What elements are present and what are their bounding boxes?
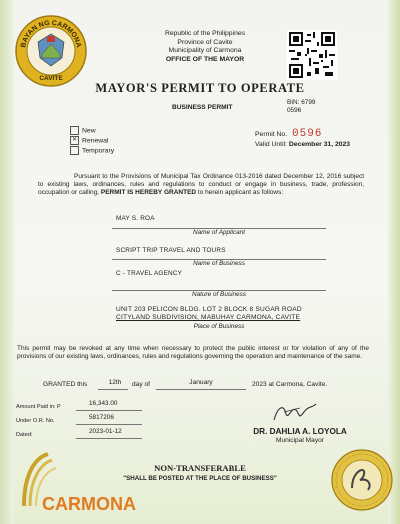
non-transferable: NON-TRANSFERABLE xyxy=(154,463,246,473)
signatory-title: Municipal Mayor xyxy=(275,437,324,444)
granted-day: 12th xyxy=(108,379,122,386)
option-temporary-label: Temporary xyxy=(82,147,115,155)
letterhead-republic: Republic of the Philippines xyxy=(164,30,246,37)
option-renewal-label: Renewal xyxy=(82,137,109,145)
signature-icon xyxy=(270,400,320,424)
granted-suffix: 2023 at Carmona, Cavite. xyxy=(252,381,328,388)
business-nature-value: C - TRAVEL AGENCY xyxy=(116,270,183,277)
intro-part1: Pursuant to the Provisions of Municipal Tax Ordinance 013-2016 dated December 12, 2016 subject to existing laws, ordinances, rules and regulations to conduct or engage in business, trade, profession, occupation or calling, xyxy=(38,173,364,197)
business-name-value: SCRIPT TRIP TRAVEL AND TOURS xyxy=(116,247,226,254)
or-label: Under O.R. No. xyxy=(16,418,55,424)
bin-line1: BIN: 6799 xyxy=(287,99,316,106)
valid-until-label: Valid Until: xyxy=(255,141,287,148)
letterhead xyxy=(150,30,260,64)
intro-paragraph xyxy=(38,173,364,198)
signatory-name: DR. DAHLIA A. LOYOLA xyxy=(253,427,347,436)
bin-line2: 0596 xyxy=(287,107,302,114)
amount-label: Amount Paid in: P xyxy=(16,404,61,410)
business-place-label: Place of Business xyxy=(193,323,245,330)
business-place-value xyxy=(116,306,302,323)
business-place-line2: CITYLAND SUBDIVISION, MABUHAY CARMONA, CAVITE xyxy=(116,314,301,322)
checkbox-new[interactable] xyxy=(70,126,79,135)
checkbox-temporary[interactable] xyxy=(70,146,79,155)
option-new-label: New xyxy=(82,127,96,135)
business-name-label: Name of Business xyxy=(193,260,245,267)
right-border xyxy=(388,0,400,524)
dated-label: Dated: xyxy=(16,432,33,438)
business-place-line1: UNIT 203 PELICON BLDG. LOT 2 BLOCK 8 SUGAR ROAD xyxy=(116,306,302,313)
option-temporary[interactable] xyxy=(70,146,114,156)
checkbox-renewal[interactable]: ✕ xyxy=(71,136,78,143)
granted-month-underline xyxy=(156,389,246,390)
option-new[interactable] xyxy=(70,126,114,136)
permit-no-label: Permit No. xyxy=(255,131,288,138)
valid-until-row xyxy=(255,141,350,148)
granted-day-underline xyxy=(98,389,128,390)
or-value: 5817206 xyxy=(89,414,114,421)
left-border xyxy=(0,0,14,524)
bin-block xyxy=(287,99,315,115)
seal-bottom-text: CAVITE xyxy=(39,75,63,82)
permit-no-value: 0596 xyxy=(292,128,323,140)
amount-underline xyxy=(76,410,142,411)
amount-value: 16,343.00 xyxy=(89,400,118,407)
dated-value: 2023-01-12 xyxy=(89,428,122,435)
seal-top-text: BAYAN NG CARMONA xyxy=(20,19,82,49)
letterhead-municipality: Municipality of Carmona xyxy=(168,47,242,54)
permit-number-row xyxy=(255,128,322,140)
revocation-paragraph: This permit may be revoked at any time when necessary to protect the public interest or for violation of any of the provisions of our existing laws, ordinances, rules and regulations governing the operation and maintenance of the same. xyxy=(17,345,369,361)
valid-until-value: December 31, 2023 xyxy=(288,141,351,148)
bagong-carmona-seal-icon xyxy=(330,448,394,512)
or-underline xyxy=(76,424,142,425)
carmona-logo-text: CARMONA xyxy=(42,494,136,514)
granted-day-of: day of xyxy=(132,381,150,388)
posting-note: "SHALL BE POSTED AT THE PLACE OF BUSINESS" xyxy=(123,475,277,482)
applicant-value: MAY S. ROA xyxy=(116,215,155,222)
option-renewal[interactable] xyxy=(70,136,114,146)
municipal-seal-icon xyxy=(14,14,88,88)
carmona-logo-icon xyxy=(14,446,138,520)
permit-kind-options xyxy=(70,126,114,156)
document-title: MAYOR'S PERMIT TO OPERATE xyxy=(95,81,305,95)
business-nature-label: Nature of Business xyxy=(192,291,246,298)
granted-prefix: GRANTED this xyxy=(43,381,88,388)
permit-type: BUSINESS PERMIT xyxy=(172,104,233,111)
intro-part2: to herein applicant as follows: xyxy=(196,189,284,197)
granted-month: January xyxy=(189,379,213,386)
letterhead-office: OFFICE OF THE MAYOR xyxy=(165,55,245,63)
letterhead-province: Province of Cavite xyxy=(177,38,233,46)
qr-code-icon xyxy=(287,30,337,80)
applicant-label: Name of Applicant xyxy=(193,229,245,236)
dated-underline xyxy=(76,438,142,439)
intro-bold: PERMIT IS HEREBY GRANTED xyxy=(100,189,197,197)
